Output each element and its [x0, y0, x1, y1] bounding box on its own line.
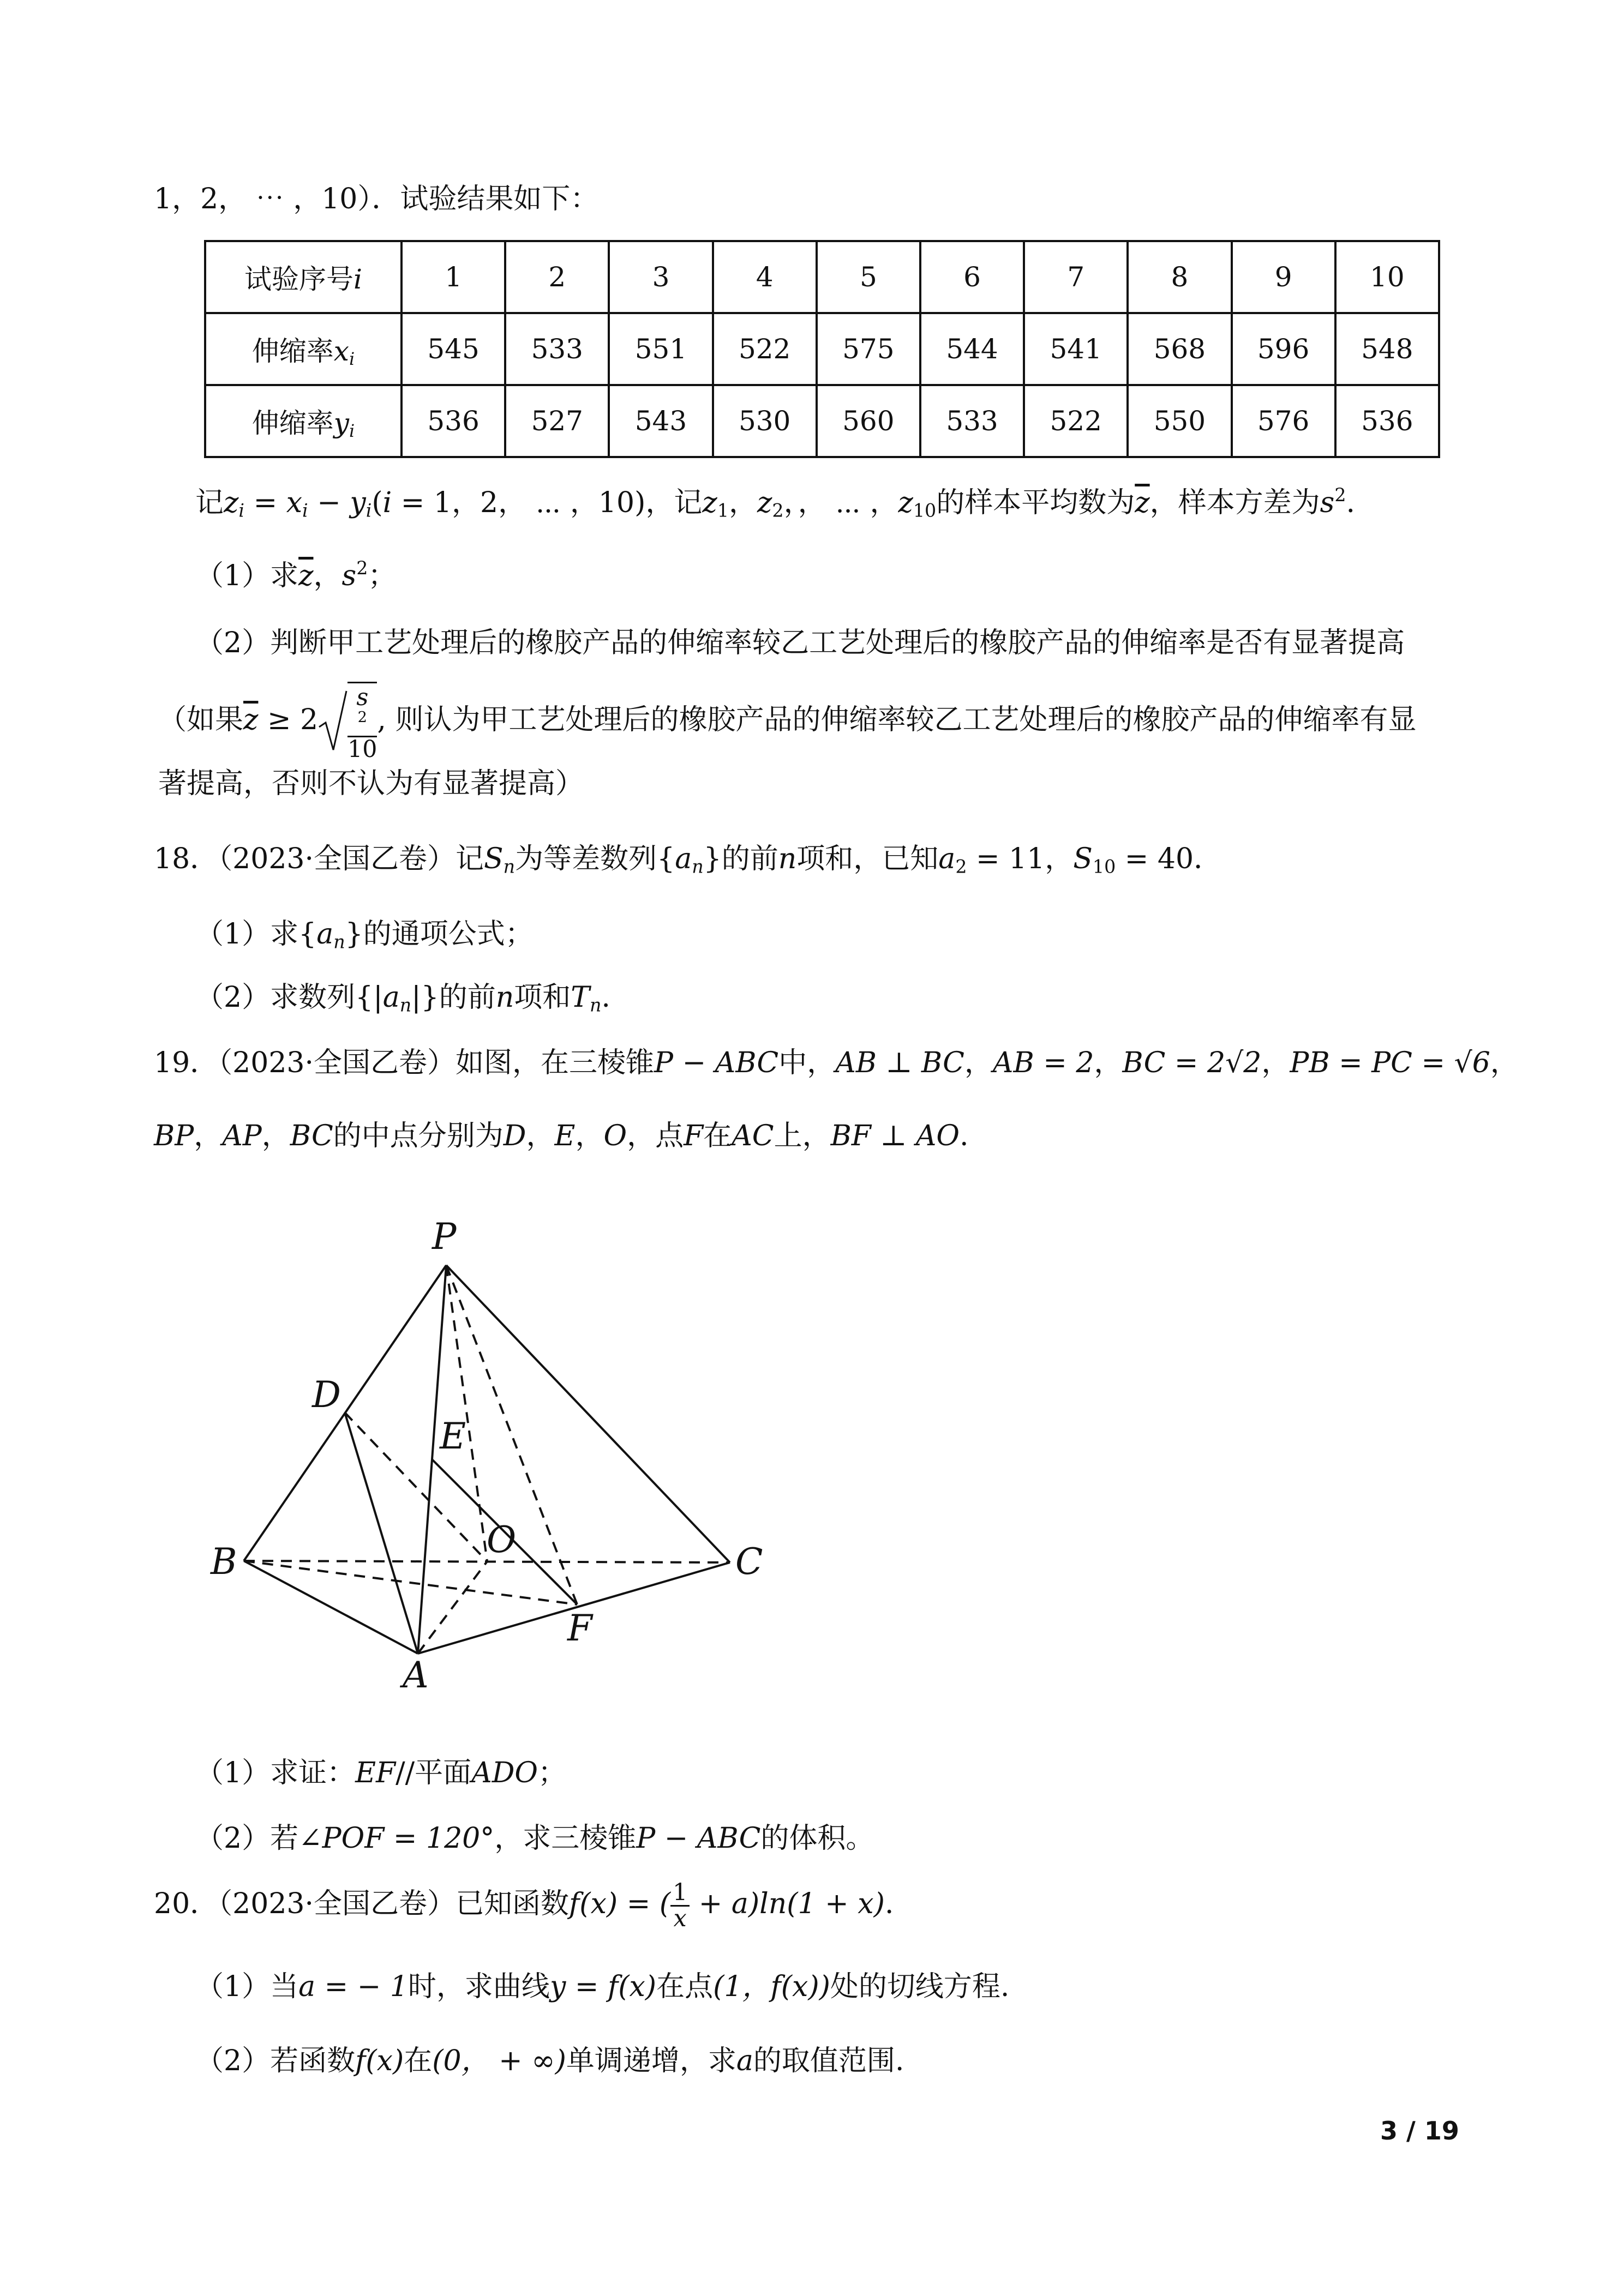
- text: 中，: [778, 1047, 836, 1079]
- text: 为等差数列: [515, 843, 657, 875]
- text: 著提高，否则不认为有显著提高）: [158, 767, 584, 800]
- table-cell: 536: [401, 385, 505, 457]
- text: （1）求: [195, 559, 299, 592]
- text: ；: [368, 559, 397, 592]
- text: （2）若: [195, 1822, 299, 1855]
- table-cell: 1: [401, 241, 505, 313]
- text: 单调递增，求: [566, 2045, 736, 2077]
- label-O: O: [487, 1519, 517, 1561]
- fraction: [670, 1880, 690, 1931]
- text: 在点: [656, 1970, 714, 2003]
- math: AB ⊥ BC: [835, 1047, 964, 1079]
- math: PB = PC = √6: [1290, 1047, 1490, 1079]
- table-cell: 6: [920, 241, 1024, 313]
- table-cell: 533: [505, 313, 609, 385]
- text: （2）若函数: [195, 2045, 356, 2077]
- text: ，求三棱锥: [494, 1822, 637, 1855]
- table-cell: 568: [1128, 313, 1231, 385]
- text: 19．（2023·全国乙卷）如图，在三棱锥: [154, 1047, 655, 1079]
- text: ， ⋯ ，: [798, 486, 898, 519]
- text: 的前: [721, 843, 778, 875]
- table-cell: 543: [609, 385, 712, 457]
- text: 时，求曲线: [408, 1970, 550, 2003]
- table-cell: 3: [609, 241, 712, 313]
- table-cell: 545: [401, 313, 505, 385]
- table-cell: 9: [1232, 241, 1335, 313]
- table-cell: 2: [505, 241, 609, 313]
- table-cell: 548: [1335, 313, 1439, 385]
- intro-line: [154, 182, 598, 216]
- text: , 则认为甲工艺处理后的橡胶产品的伸缩率较乙工艺处理后的橡胶产品的伸缩率有显: [377, 703, 1417, 736]
- math: f(x): [355, 2045, 404, 2077]
- row-variable-subscript: i: [349, 420, 355, 441]
- math: BP: [154, 1120, 194, 1152]
- text: ，点: [627, 1120, 684, 1152]
- row-label: 伸缩率: [251, 335, 334, 367]
- table-row: [205, 385, 1439, 457]
- text: 在: [404, 2045, 433, 2077]
- row-variable: i: [353, 263, 362, 295]
- sqrt-expression: s $^2$ 10: [318, 682, 377, 762]
- text: （如果: [158, 703, 244, 736]
- q18-part2: （2）求数列$\{|a_n|\}$的前n项和$T_n$.: [195, 981, 610, 1016]
- text: .: [960, 1120, 969, 1152]
- label-C: C: [735, 1541, 763, 1583]
- pyramid-figure: [196, 1205, 807, 1707]
- table-cell: 522: [1024, 385, 1128, 457]
- q19-stem-line1: [154, 1046, 1519, 1080]
- text: （1）求: [195, 918, 299, 951]
- text: 在: [703, 1120, 732, 1152]
- text: 的通项公式；: [363, 918, 534, 951]
- table-cell: 4: [713, 241, 817, 313]
- q17-definition: 记$z_i = x_i - y_i(i = 1$，2， ⋯ ，10)，记$z_1$，$z_2$，， ⋯ ，$z_{10}$的样本平均数为$\overline{z}$，样本方差为$s^2$.: [195, 484, 1356, 521]
- q18-part1: （1）求$\{a_n\}$的通项公式；: [195, 918, 534, 953]
- text: 1: [670, 1880, 690, 1907]
- row-variable: y: [333, 407, 349, 439]
- row-header: [205, 313, 401, 385]
- text: .: [1346, 486, 1356, 519]
- edge-BA: [244, 1561, 418, 1654]
- text: ，: [1094, 1047, 1123, 1079]
- table-cell: 576: [1232, 385, 1335, 457]
- math: BF ⊥ AO: [830, 1120, 960, 1152]
- table-row: [205, 313, 1439, 385]
- row-header: [205, 385, 401, 457]
- table-cell: 536: [1335, 385, 1439, 457]
- text: ，: [1261, 1047, 1290, 1079]
- text: x: [673, 1904, 687, 1932]
- table-cell: 544: [920, 313, 1024, 385]
- intro-text: 1，2， ⋯ ，10）．试验结果如下：: [154, 183, 599, 215]
- table-cell: 522: [713, 313, 817, 385]
- table-cell: 10: [1335, 241, 1439, 313]
- math: D: [503, 1120, 526, 1152]
- text: = 40．: [1116, 843, 1223, 875]
- text: //平面: [395, 1757, 472, 1789]
- q19-part2: [195, 1822, 874, 1855]
- table-cell: 560: [817, 385, 920, 457]
- text: ，: [526, 1120, 555, 1152]
- segment-AO-hidden: [418, 1561, 487, 1654]
- label-F: F: [567, 1607, 592, 1649]
- row-variable: x: [333, 335, 349, 367]
- row-variable-subscript: i: [349, 348, 355, 369]
- q20-part1: [195, 1970, 1009, 2004]
- q20-stem: [154, 1880, 894, 1931]
- table-cell: 7: [1024, 241, 1128, 313]
- text: 项和，已知: [796, 843, 939, 875]
- label-P: P: [432, 1216, 457, 1258]
- label-A: A: [403, 1654, 429, 1696]
- sqrt-icon: [318, 689, 347, 754]
- text: 的取值范围.: [753, 2045, 904, 2077]
- q20-part2: [195, 2044, 904, 2078]
- row-label: 伸缩率: [251, 407, 334, 439]
- table-cell: 541: [1024, 313, 1128, 385]
- text: = 1，2， ⋯ ，10)，记: [392, 486, 703, 519]
- table-cell: 575: [817, 313, 920, 385]
- text: 的样本平均数为: [936, 486, 1135, 519]
- text: 上，: [774, 1120, 831, 1152]
- table-cell: 596: [1232, 313, 1335, 385]
- text: 记: [195, 486, 224, 519]
- text: .: [601, 981, 610, 1014]
- math: O: [603, 1120, 627, 1152]
- q19-part1: [195, 1756, 566, 1790]
- text: ；: [538, 1757, 567, 1789]
- math: (0， + ∞): [432, 2045, 566, 2077]
- text: （2）求数列: [195, 981, 356, 1014]
- math: AC: [732, 1120, 774, 1152]
- math: ∠POF = 120°: [298, 1822, 495, 1855]
- segment-PO-hidden: [446, 1265, 487, 1561]
- edge-PC: [446, 1265, 730, 1562]
- table-row: [205, 241, 1439, 313]
- math: f(x) = (: [569, 1887, 671, 1920]
- math: a: [736, 2045, 753, 2077]
- q17-part2-line1: [195, 626, 1405, 660]
- table-cell: 550: [1128, 385, 1231, 457]
- math: y = f(x): [549, 1970, 657, 2003]
- math: E: [554, 1120, 576, 1152]
- text: ，: [194, 1120, 223, 1152]
- text: ，: [575, 1120, 604, 1152]
- q18-stem: 18．（2023·全国乙卷）记$S_n$为等差数列$\{a_n\}$的前n项和，已知$a_2 = 11$，$S_{10} = 40$．: [154, 843, 1223, 877]
- segment-DA: [345, 1413, 418, 1654]
- text: （1）求证：: [195, 1757, 356, 1789]
- q17-part2-line3: [158, 767, 584, 801]
- table-cell: 8: [1128, 241, 1231, 313]
- page-number: 3 / 19: [1380, 2116, 1459, 2145]
- text: ，样本方差为: [1149, 486, 1320, 519]
- text: 18．（2023·全国乙卷）记: [154, 843, 484, 875]
- text: ，: [1490, 1047, 1519, 1079]
- math: EF: [355, 1757, 396, 1789]
- label-B: B: [211, 1541, 237, 1583]
- text: 的中点分别为: [333, 1120, 504, 1152]
- data-table: [204, 240, 1440, 458]
- math: ADO: [471, 1757, 538, 1789]
- segment-BF-hidden: [244, 1561, 577, 1604]
- text: 10: [347, 735, 377, 763]
- q17-part1: （1）求$\overline{z}$，$s^2$；: [195, 557, 397, 592]
- math: P − ABC: [636, 1822, 761, 1855]
- math: BC: [290, 1120, 333, 1152]
- text: (: [371, 486, 383, 519]
- text: .: [884, 1887, 894, 1920]
- q17-part2-line2: （如果$\overline{z} \ge 2$ s $^2$ 10 , 则认为甲工艺处理后的橡胶产品的伸缩率较乙工艺处理后的橡胶产品的伸缩率有显: [158, 682, 1416, 762]
- row-label: 试验序号: [244, 263, 353, 295]
- text: 的前: [439, 981, 496, 1014]
- text: 的体积。: [760, 1822, 874, 1855]
- math: + a)ln(1 + x): [690, 1887, 885, 1920]
- text: ，: [964, 1047, 993, 1079]
- math: BC = 2√2: [1122, 1047, 1262, 1079]
- table-cell: 551: [609, 313, 712, 385]
- table-cell: 533: [920, 385, 1024, 457]
- text: ，: [261, 1120, 290, 1152]
- label-E: E: [440, 1415, 466, 1457]
- table-cell: 5: [817, 241, 920, 313]
- text: （1）当: [195, 1970, 299, 2003]
- table-cell: 530: [713, 385, 817, 457]
- text: 20．（2023·全国乙卷）已知函数: [154, 1887, 570, 1920]
- table-cell: 527: [505, 385, 609, 457]
- q19-stem-line2: [154, 1119, 969, 1153]
- math: a = − 1: [298, 1970, 408, 2003]
- row-header: [205, 241, 401, 313]
- text: （2）判断甲工艺处理后的橡胶产品的伸缩率较乙工艺处理后的橡胶产品的伸缩率是否有显著提高: [195, 627, 1405, 659]
- math: (1，f(x)): [713, 1970, 830, 2003]
- label-D: D: [312, 1374, 341, 1416]
- text: = 11，: [967, 843, 1074, 875]
- text: 处的切线方程.: [830, 1970, 1010, 2003]
- math: AP: [222, 1120, 262, 1152]
- math: P − ABC: [654, 1047, 779, 1079]
- math: AB = 2: [992, 1047, 1094, 1079]
- text: 项和: [514, 981, 571, 1014]
- text: s: [356, 684, 369, 711]
- math: F: [684, 1120, 704, 1152]
